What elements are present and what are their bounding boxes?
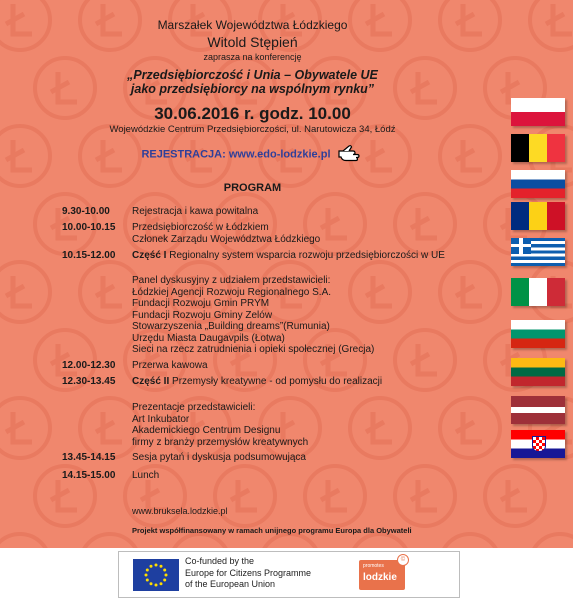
program-line: Urzędu Miasta Daugavpils (Łotwa) [132,332,285,344]
eu-flag-icon [133,559,179,591]
program-line: firmy z branży przemysłów kreatywnych [132,436,309,448]
host-name: Witold Stępień [207,34,298,50]
program-line: Fundacji Rozwoju Gmin PRYM [132,298,270,309]
registration-text[interactable]: REJESTRACJA: www.edo-lodzkie.pl [141,148,331,161]
copyright-mark: © [397,554,409,566]
flag-slovenia-icon [511,170,565,198]
registration-link[interactable] [0,144,505,165]
pointing-hand-icon [338,144,364,165]
program-line: Przedsiębiorczość w Łódzkiem [132,222,269,233]
program-time: 12.30-13.45 [62,376,116,387]
program-description [132,402,562,448]
flag-lithuania-icon [511,358,565,386]
flag-romania-icon [511,202,565,230]
flag-croatia-icon [511,430,565,458]
program-line-text: Regionalny system wsparcia rozwoju przedsiębiorczości w UE [166,250,445,261]
flag-italy-icon [511,278,565,306]
cofinanced-note: Projekt współfinansowany w ramach unijnego programu Europa dla Obywateli [132,526,412,535]
host-line-1: Marszałek Województwa Łódzkiego [157,18,348,32]
program-time: 10.00-10.15 [62,222,116,233]
program-part-label: Część I [132,250,167,261]
invites-text: zaprasza na konferencję [203,52,302,62]
lodzkie-big-text: lodzkie [363,572,397,583]
flag-latvia-icon [511,396,565,424]
venue-address: Wojewódzkie Centrum Przedsiębiorczości, ul. Narutowicza 34, Łódź [109,124,396,135]
program-line [132,376,562,388]
program-time: 10.15-12.00 [62,250,116,261]
program-time: 13.45-14.15 [62,452,116,463]
eu-text-line-1: Co-funded by the [185,556,255,566]
program-part-label: Część II [132,376,170,387]
lodzkie-small-text: promotes [363,563,384,569]
program-line: Panel dyskusyjny z udziałem przedstawicieli: [132,275,331,286]
footer-logos [118,551,460,598]
eu-text-line-3: of the European Union [185,579,276,589]
program-description [132,470,562,482]
program-time: 12.00-12.30 [62,360,116,371]
program-line: Sesja pytań i dyskusja podsumowująca [132,452,306,463]
lodzkie-logo [359,557,406,590]
eu-text-line-2: Europe for Citizens Programme [185,567,312,578]
program-line: Akademickiego Centrum Designu [132,425,281,436]
program-description [132,452,562,464]
program-heading: PROGRAM [223,182,282,194]
program-line: Przerwa kawowa [132,360,208,371]
program-line [132,250,562,262]
program-description [132,250,562,262]
program-line: Członek Zarządu Województwa Łódzkiego [132,233,321,245]
program-line: Fundacji Rozwoju Gminy Zelów [132,309,273,321]
program-time: 14.15-15.00 [62,470,116,481]
title-line-1: „Przedsiębiorczość i Unia – Obywatele UE [127,68,378,82]
program-line: Rejestracja i kawa powitalna [132,206,259,217]
program-line: Stowarzyszenia „Building dreams”(Rumunia) [132,321,330,332]
flag-bulgaria-icon [511,320,565,348]
program-line: Prezentacje przedstawicieli: [132,402,256,413]
eu-cofunded-text [185,556,311,591]
program-description [132,360,562,372]
conference-title [0,68,505,96]
flag-greece-icon [511,238,565,266]
program-description [132,222,562,245]
flag-belgium-icon [511,134,565,162]
program-time: 9.30-10.00 [62,206,110,217]
program-line-text: Przemysły kreatywne - od pomysłu do realizacji [169,376,383,387]
program-description [132,275,562,356]
flag-poland-icon [511,98,565,126]
title-line-2: jako przedsiębiorcy na wspólnym rynku” [130,82,375,96]
event-date: 30.06.2016 r. godz. 10.00 [154,104,351,123]
program-line: Łódzkiej Agencji Rozwoju Regionalnego S.A. [132,286,332,298]
website-link[interactable]: www.bruksela.lodzkie.pl [132,506,228,516]
program-line: Art Inkubator [132,413,190,425]
footer [0,548,573,600]
program-description [132,376,562,388]
program-line: Lunch [132,470,160,481]
program-description [132,206,562,218]
program-line: Sieci na rzecz zatrudnienia i opieki społecznej (Grecja) [132,344,375,355]
